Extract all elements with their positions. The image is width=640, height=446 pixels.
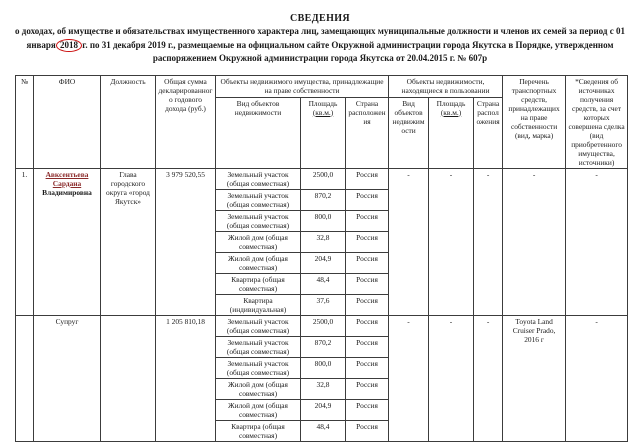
records-body — [16, 168, 628, 441]
cell-owned-country: Россия — [346, 336, 389, 357]
area-label: Площадь — [436, 98, 466, 108]
document-subtitle — [13, 25, 627, 66]
cell-owned-country: Россия — [346, 294, 389, 315]
cell-owned-country: Россия — [346, 399, 389, 420]
cell-owned-area: 2500,0 — [301, 168, 346, 189]
cell-owned-area: 870,2 — [301, 336, 346, 357]
cell-owned-kind: Жилой дом (общая совместная) — [216, 252, 301, 273]
cell-owned-kind: Жилой дом (общая совместная) — [216, 231, 301, 252]
person-relation: Супруг — [55, 316, 79, 326]
col-header-transport: Перечень транспортных средств, принадлежащих на праве собственности (вид, марка) — [503, 75, 566, 168]
col-header-fio: ФИО — [34, 75, 101, 168]
cell-used-kind: - — [389, 315, 429, 441]
cell-owned-area: 870,2 — [301, 189, 346, 210]
cell-owned-area: 48,4 — [301, 420, 346, 441]
cell-position — [101, 315, 156, 441]
cell-owned-area: 2500,0 — [301, 315, 346, 336]
cell-owned-kind: Квартира (общая совместная) — [216, 273, 301, 294]
cell-income: 3 979 520,55 — [156, 168, 216, 315]
cell-position: Глава городского округа «город Якутск» — [101, 168, 156, 315]
cell-owned-country: Россия — [346, 420, 389, 441]
cell-owned-country: Россия — [346, 252, 389, 273]
cell-owned-kind: Земельный участок (общая совместная) — [216, 357, 301, 378]
property-row — [16, 315, 628, 336]
col-header-number: № — [16, 75, 34, 168]
col-header-used-kind: Вид объектов недвижимости — [389, 97, 429, 168]
cell-sources: - — [566, 168, 628, 315]
cell-owned-area: 204,9 — [301, 399, 346, 420]
subtitle-text-after: г. по 31 декабря 2019 г., размещаемые на официальном сайте Окружной администрации города Якутска в Порядке, утвержденном распоряжением Окружной администрации города Якутска от 20.04.2015 г. № 607р — [80, 39, 614, 63]
cell-name — [34, 315, 101, 441]
declaration-table — [15, 75, 628, 442]
cell-owned-kind: Земельный участок (общая совместная) — [216, 336, 301, 357]
cell-sources: - — [566, 315, 628, 441]
cell-owned-country: Россия — [346, 168, 389, 189]
cell-owned-area: 32,8 — [301, 378, 346, 399]
col-header-owned-country: Страна расположения — [346, 97, 389, 168]
cell-owned-country: Россия — [346, 315, 389, 336]
cell-owned-kind: Жилой дом (общая совместная) — [216, 378, 301, 399]
cell-owned-area: 800,0 — [301, 357, 346, 378]
col-header-position: Должность — [101, 75, 156, 168]
area-unit: (кв.м.) — [312, 107, 334, 117]
area-unit: (кв.м.) — [440, 107, 462, 117]
cell-owned-area: 48,4 — [301, 273, 346, 294]
cell-used-country: - — [474, 315, 503, 441]
cell-used-area: - — [429, 168, 474, 315]
col-header-income: Общая сумма декларированного годового дохода (руб.) — [156, 75, 216, 168]
person-name: Владимировна — [42, 187, 92, 197]
cell-owned-area: 32,8 — [301, 231, 346, 252]
cell-owned-kind: Квартира (общая совместная) — [216, 420, 301, 441]
cell-used-country: - — [474, 168, 503, 315]
cell-owned-kind: Земельный участок (общая совместная) — [216, 189, 301, 210]
col-header-sources: *Сведения об источниках получения средств, за счет которых совершена сделка (вид приобретенного имущества, источники) — [566, 75, 628, 168]
cell-owned-country: Россия — [346, 231, 389, 252]
cell-used-kind: - — [389, 168, 429, 315]
cell-owned-area: 204,9 — [301, 252, 346, 273]
col-header-used-area — [429, 97, 474, 168]
document-title: СВЕДЕНИЯ — [289, 13, 351, 24]
cell-owned-country: Россия — [346, 357, 389, 378]
cell-owned-kind: Земельный участок (общая совместная) — [216, 315, 301, 336]
cell-owned-country: Россия — [346, 273, 389, 294]
cell-owned-country: Россия — [346, 189, 389, 210]
col-header-owned-area — [301, 97, 346, 168]
col-header-owned-kind: Вид объектов недвижимости — [216, 97, 301, 168]
cell-owned-kind: Земельный участок (общая совместная) — [216, 210, 301, 231]
table-header — [16, 75, 628, 168]
cell-income: 1 205 810,18 — [156, 315, 216, 441]
person-name-link[interactable]: Авксентьева Сардана — [45, 169, 89, 188]
cell-number — [16, 315, 34, 441]
cell-owned-country: Россия — [346, 378, 389, 399]
year-highlight-circle — [56, 39, 82, 52]
col-header-used-country: Страна расположения — [474, 97, 503, 168]
cell-name — [34, 168, 101, 315]
cell-owned-kind: Квартира (индивидуальная) — [216, 294, 301, 315]
property-row — [16, 168, 628, 189]
cell-number: 1. — [16, 168, 34, 315]
cell-transport: - — [503, 168, 566, 315]
cell-owned-area: 37,6 — [301, 294, 346, 315]
cell-owned-kind: Земельный участок (общая совместная) — [216, 168, 301, 189]
cell-owned-country: Россия — [346, 210, 389, 231]
col-group-used-property: Объекты недвижимости, находящиеся в пользовании — [389, 75, 503, 97]
cell-owned-area: 800,0 — [301, 210, 346, 231]
circled-year-text: 2018 — [60, 39, 78, 50]
area-label: Площадь — [308, 98, 338, 108]
col-group-owned-property: Объекты недвижимого имущества, принадлежащие на праве собственности — [216, 75, 389, 97]
cell-used-area: - — [429, 315, 474, 441]
cell-transport: Toyota Land Cruiser Prado, 2016 г — [503, 315, 566, 441]
subtitle-text-before: о доходах, об имуществе и обязательствах имущественного характера лиц, замещающих муниципальные должности и членов их семей за период с 01 января — [15, 26, 625, 50]
cell-owned-kind: Жилой дом (общая совместная) — [216, 399, 301, 420]
